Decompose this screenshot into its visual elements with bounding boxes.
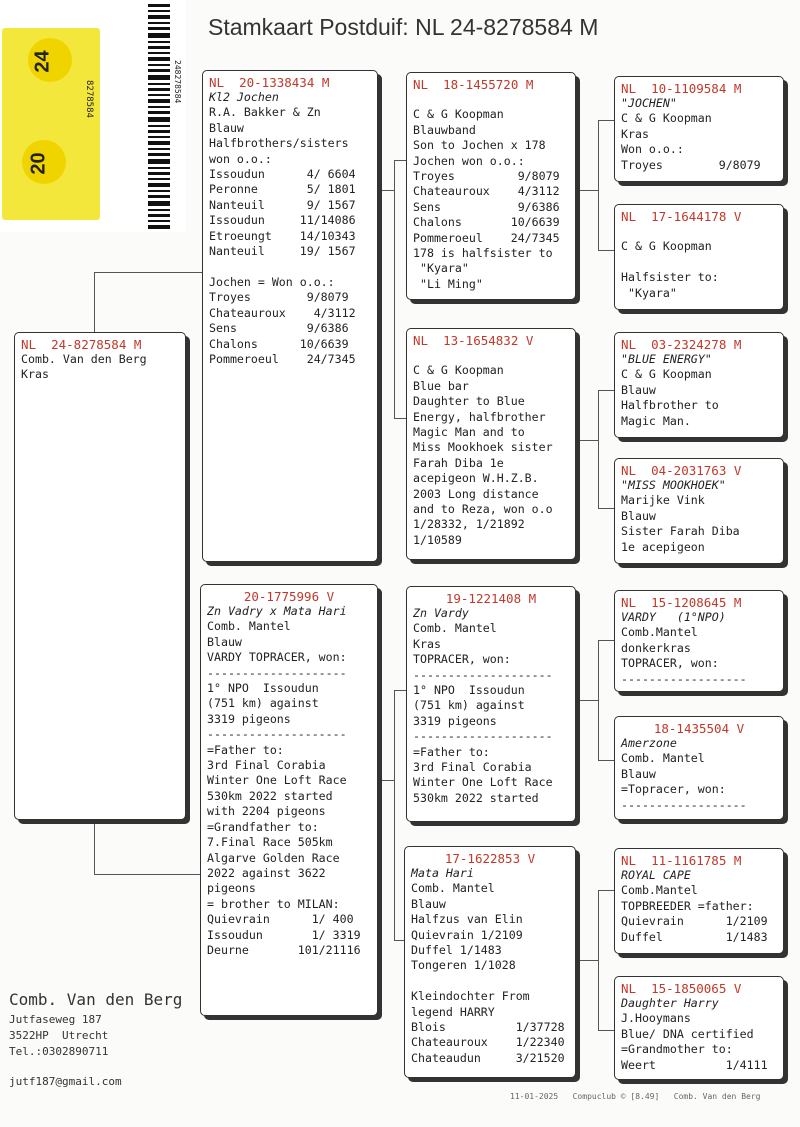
card-line: Comb.Mantel — [621, 883, 698, 898]
card-line: 2022 against 3622 — [207, 865, 326, 880]
card-line: and to Reza, won o.o — [413, 502, 553, 517]
card-line: 3319 pigeons — [207, 711, 291, 726]
card-line: 1° NPO Issoudun — [413, 683, 525, 698]
connector — [598, 508, 614, 509]
connector — [598, 390, 614, 391]
card-line: C & G Koopman — [621, 367, 712, 382]
card-line: donkerkras — [621, 640, 691, 655]
card-line: Kras — [21, 367, 49, 382]
card-line: pigeons — [207, 881, 256, 896]
connector — [380, 780, 394, 781]
connector — [578, 190, 598, 191]
card-line: Troyes 9/8079 — [209, 290, 349, 305]
card-line: Troyes 9/8079 — [413, 169, 560, 184]
ring-number-header: 18-1435504 V — [653, 721, 745, 736]
ring-number-header: NL 11-1161785 M — [621, 853, 742, 868]
card-line: Issoudun 4/ 6604 — [209, 167, 356, 182]
card-line: =Father to: — [207, 742, 284, 757]
card-line: Chalons 10/6639 — [209, 336, 349, 351]
pedigree-card-dds — [614, 848, 784, 954]
card-line: Miss Mookhoek sister — [413, 440, 553, 455]
ring-number-header: NL 24-8278584 M — [21, 337, 142, 352]
card-line: Winter One Loft Race — [207, 773, 347, 788]
card-line: Zn Vardy — [413, 606, 469, 620]
card-line: Blauw — [411, 896, 446, 911]
card-line: 1° NPO Issoudun — [207, 681, 319, 696]
print-footer: 11-01-2025 Compuclub © [8.49] Comb. Van den Berg — [510, 1092, 761, 1101]
card-line: Blois 1/37728 — [411, 1020, 565, 1035]
connector — [94, 272, 204, 273]
card-line — [413, 348, 569, 363]
card-line: -------------------- — [413, 729, 553, 744]
pedigree-card-sire — [202, 70, 378, 562]
pedigree-card-sdd — [614, 458, 784, 564]
connector — [578, 960, 598, 961]
ring-number-header: NL 04-2031763 V — [621, 463, 742, 478]
connector — [598, 250, 614, 251]
connector — [598, 640, 599, 760]
connector — [380, 190, 394, 191]
card-line: 178 is halfsister to — [413, 246, 553, 261]
card-line: Blue/ DNA certified — [621, 1026, 754, 1041]
card-line: Kras — [621, 126, 649, 141]
card-line: Sister Farah Diba — [621, 524, 740, 539]
card-line: =Grandfather to: — [207, 819, 319, 834]
card-line: Comb. Mantel — [621, 751, 705, 766]
pedigree-card-sire-sire — [406, 72, 576, 300]
ring-number-header: NL 15-1208645 M — [621, 595, 742, 610]
card-line: Duffel 1/1483 — [621, 929, 768, 944]
card-line: Daughter Harry — [621, 996, 719, 1010]
card-line: Amerzone — [621, 736, 677, 750]
card-line: with 2204 pigeons — [207, 804, 326, 819]
card-line: 3rd Final Corabia — [207, 758, 326, 773]
connector — [598, 640, 614, 641]
card-line — [209, 259, 371, 274]
card-line: TOPBREEDER =father: — [621, 898, 754, 913]
card-line: Blauw — [209, 120, 244, 135]
connector — [598, 390, 599, 508]
ring-number-header: NL 15-1850065 V — [621, 981, 742, 996]
card-line: "Li Ming" — [413, 276, 483, 291]
connector — [598, 120, 599, 250]
card-line: Blue bar — [413, 378, 469, 393]
barcode — [148, 4, 170, 230]
card-line: "Kyara" — [413, 261, 469, 276]
card-line: "Kyara" — [621, 285, 677, 300]
card-line: "BLUE ENERGY" — [621, 352, 712, 366]
card-line: =Topracer, won: — [621, 782, 726, 797]
card-line: Magic Man. — [621, 413, 691, 428]
card-line: (751 km) against — [207, 696, 319, 711]
card-line: "JOCHEN" — [621, 96, 677, 110]
pedigree-card-ssd — [614, 204, 784, 310]
card-line: Won o.o.: — [621, 142, 684, 157]
card-line: VARDY (1°NPO) — [621, 610, 726, 624]
pedigree-card-subject — [14, 332, 186, 820]
card-line: Comb.Mantel — [621, 625, 698, 640]
card-line: R.A. Bakker & Zn — [209, 105, 321, 120]
card-line: Deurne 101/21116 — [207, 942, 361, 957]
pedigree-card-sss — [614, 76, 784, 182]
card-line: C & G Koopman — [621, 239, 712, 254]
card-line: Halfzus van Elin — [411, 912, 523, 927]
card-line: Sens 9/6386 — [209, 321, 349, 336]
card-line: Blauw — [621, 766, 656, 781]
pedigree-card-dam — [200, 584, 378, 1016]
card-line: Issoudun 1/ 3319 — [207, 927, 361, 942]
card-line: Marijke Vink — [621, 493, 705, 508]
card-line: Halfsister to: — [621, 270, 719, 285]
sticker-year-right: 24 — [31, 50, 54, 73]
card-line: TOPRACER, won: — [413, 652, 511, 667]
card-line: TOPRACER, won: — [621, 656, 719, 671]
card-line: Blauw — [621, 508, 656, 523]
card-line: Quievrain 1/ 400 — [207, 912, 354, 927]
page-title: Stamkaart Postduif: NL 24-8278584 M — [208, 14, 599, 40]
card-line: Peronne 5/ 1801 — [209, 182, 356, 197]
connector — [578, 440, 598, 441]
card-line: Blauwband — [413, 122, 476, 137]
card-line: C & G Koopman — [621, 111, 712, 126]
pedigree-card-dam-sire — [406, 586, 576, 822]
card-line: 530km 2022 started — [207, 788, 333, 803]
card-line: 1e acepigeon — [621, 539, 705, 554]
connector — [578, 700, 598, 701]
card-line: Jochen = Won o.o.: — [209, 274, 335, 289]
ring-number-header: NL 20-1338434 M — [209, 75, 330, 90]
owner-address-street: Jutfaseweg 187 — [9, 1013, 102, 1026]
card-line: Halfbrothers/sisters — [209, 136, 349, 151]
card-line: Blauw — [621, 382, 656, 397]
card-line: (751 km) against — [413, 698, 525, 713]
card-line: Farah Diba 1e — [413, 455, 504, 470]
card-line: Nanteuil 19/ 1567 — [209, 244, 356, 259]
barcode-number: 248278584 — [173, 60, 182, 104]
card-line: Comb. Mantel — [413, 621, 497, 636]
card-line — [411, 974, 569, 989]
pedigree-card-sds — [614, 332, 784, 438]
card-line: "MISS MOOKHOEK" — [621, 478, 726, 492]
card-line: ------------------ — [621, 797, 747, 812]
owner-email: jutf187@gmail.com — [9, 1075, 122, 1088]
ring-sticker — [0, 0, 186, 232]
connector — [598, 1030, 614, 1031]
ring-number-header: NL 13-1654832 V — [413, 333, 534, 348]
card-line: J.Hooymans — [621, 1011, 691, 1026]
card-line: Sens 9/6386 — [413, 199, 560, 214]
ring-number-header: NL 17-1644178 V — [621, 209, 742, 224]
card-line — [621, 255, 777, 270]
card-line: ROYAL CAPE — [621, 868, 691, 882]
connector — [598, 760, 614, 761]
connector — [598, 120, 614, 121]
ring-number-header: NL 10-1109584 M — [621, 81, 742, 96]
card-line: Jochen won o.o.: — [413, 153, 525, 168]
card-line: 3319 pigeons — [413, 713, 497, 728]
sticker-ring-number: 8278584 — [84, 80, 94, 118]
card-line: -------------------- — [207, 727, 347, 742]
card-line: Chateauroux 4/3112 — [413, 184, 560, 199]
connector — [94, 874, 204, 875]
card-line: Duffel 1/1483 — [411, 943, 502, 958]
connector — [598, 890, 614, 891]
card-line: 1/28332, 1/21892 — [413, 517, 525, 532]
card-line: 2003 Long distance — [413, 486, 539, 501]
card-line: Issoudun 11/14086 — [209, 213, 356, 228]
card-line: Winter One Loft Race — [413, 775, 553, 790]
card-line: Chateauroux 4/3112 — [209, 305, 356, 320]
card-line: Chateaudun 3/21520 — [411, 1050, 565, 1065]
card-line: legend HARRY — [411, 1004, 495, 1019]
card-line: Chalons 10/6639 — [413, 215, 560, 230]
card-line: =Grandmother to: — [621, 1042, 733, 1057]
card-line: Etroeungt 14/10343 — [209, 228, 356, 243]
card-line: Quievrain 1/2109 — [621, 914, 768, 929]
card-line: Kras — [413, 636, 441, 651]
card-line: Troyes 9/8079 — [621, 157, 761, 172]
sticker-year-left: 20 — [27, 152, 50, 175]
card-line: =Father to: — [413, 744, 490, 759]
pedigree-card-dss — [614, 590, 784, 692]
ring-number-header: 17-1622853 V — [444, 851, 536, 866]
pedigree-card-sire-dam — [406, 328, 576, 560]
connector — [394, 160, 395, 418]
card-line: Daughter to Blue — [413, 394, 525, 409]
pedigree-card-ddd — [614, 976, 784, 1080]
card-line: acepigeon W.H.Z.B. — [413, 471, 539, 486]
card-line: Energy, halfbrother — [413, 409, 546, 424]
card-line: 7.Final Race 505km — [207, 835, 333, 850]
ring-number-header: 20-1775996 V — [243, 589, 335, 604]
card-line: Comb. Mantel — [207, 619, 291, 634]
card-line: Pommeroeul 24/7345 — [413, 230, 560, 245]
card-line: Mata Hari — [411, 866, 474, 880]
owner-name: Comb. Van den Berg — [9, 990, 183, 1009]
card-line: ------------------ — [621, 671, 747, 686]
card-line: 3rd Final Corabia — [413, 760, 532, 775]
card-line: = brother to MILAN: — [207, 896, 340, 911]
card-line: Zn Vadry x Mata Hari — [207, 604, 347, 618]
connector — [94, 272, 95, 334]
card-line: Kl2 Jochen — [209, 90, 279, 104]
pedigree-card-dam-dam — [404, 846, 576, 1078]
card-line: Tongeren 1/1028 — [411, 958, 516, 973]
connector — [394, 690, 395, 940]
card-line: Son to Jochen x 178 — [413, 138, 546, 153]
card-line: Algarve Golden Race — [207, 850, 340, 865]
card-line: Kleindochter From — [411, 989, 530, 1004]
connector — [94, 820, 95, 874]
card-line: Pommeroeul 24/7345 — [209, 351, 356, 366]
connector — [598, 890, 599, 1030]
card-line: Comb. Van den Berg — [21, 352, 147, 366]
card-line — [621, 224, 777, 239]
card-line: 530km 2022 started — [413, 790, 539, 805]
pedigree-card-dsd — [614, 716, 784, 820]
owner-address-city: 3522HP Utrecht — [9, 1029, 109, 1042]
card-line: Chateauroux 1/22340 — [411, 1035, 565, 1050]
card-line: C & G Koopman — [413, 107, 504, 122]
card-line: Halfbrother to — [621, 398, 719, 413]
card-line: Nanteuil 9/ 1567 — [209, 197, 356, 212]
card-line: Comb. Mantel — [411, 881, 495, 896]
ring-number-header: NL 03-2324278 M — [621, 337, 742, 352]
card-line: Blauw — [207, 634, 242, 649]
card-line: VARDY TOPRACER, won: — [207, 650, 347, 665]
card-line: -------------------- — [413, 667, 553, 682]
card-line: -------------------- — [207, 665, 347, 680]
ring-number-header: NL 18-1455720 M — [413, 77, 534, 92]
card-line: Quievrain 1/2109 — [411, 927, 523, 942]
card-line: 1/10589 — [413, 532, 462, 547]
ring-number-header: 19-1221408 M — [445, 591, 537, 606]
card-line: won o.o.: — [209, 151, 272, 166]
card-line: Weert 1/4111 — [621, 1057, 768, 1072]
card-line: Magic Man and to — [413, 425, 525, 440]
card-line — [413, 92, 569, 107]
owner-phone: Tel.:0302890711 — [9, 1045, 109, 1058]
card-line: C & G Koopman — [413, 363, 504, 378]
